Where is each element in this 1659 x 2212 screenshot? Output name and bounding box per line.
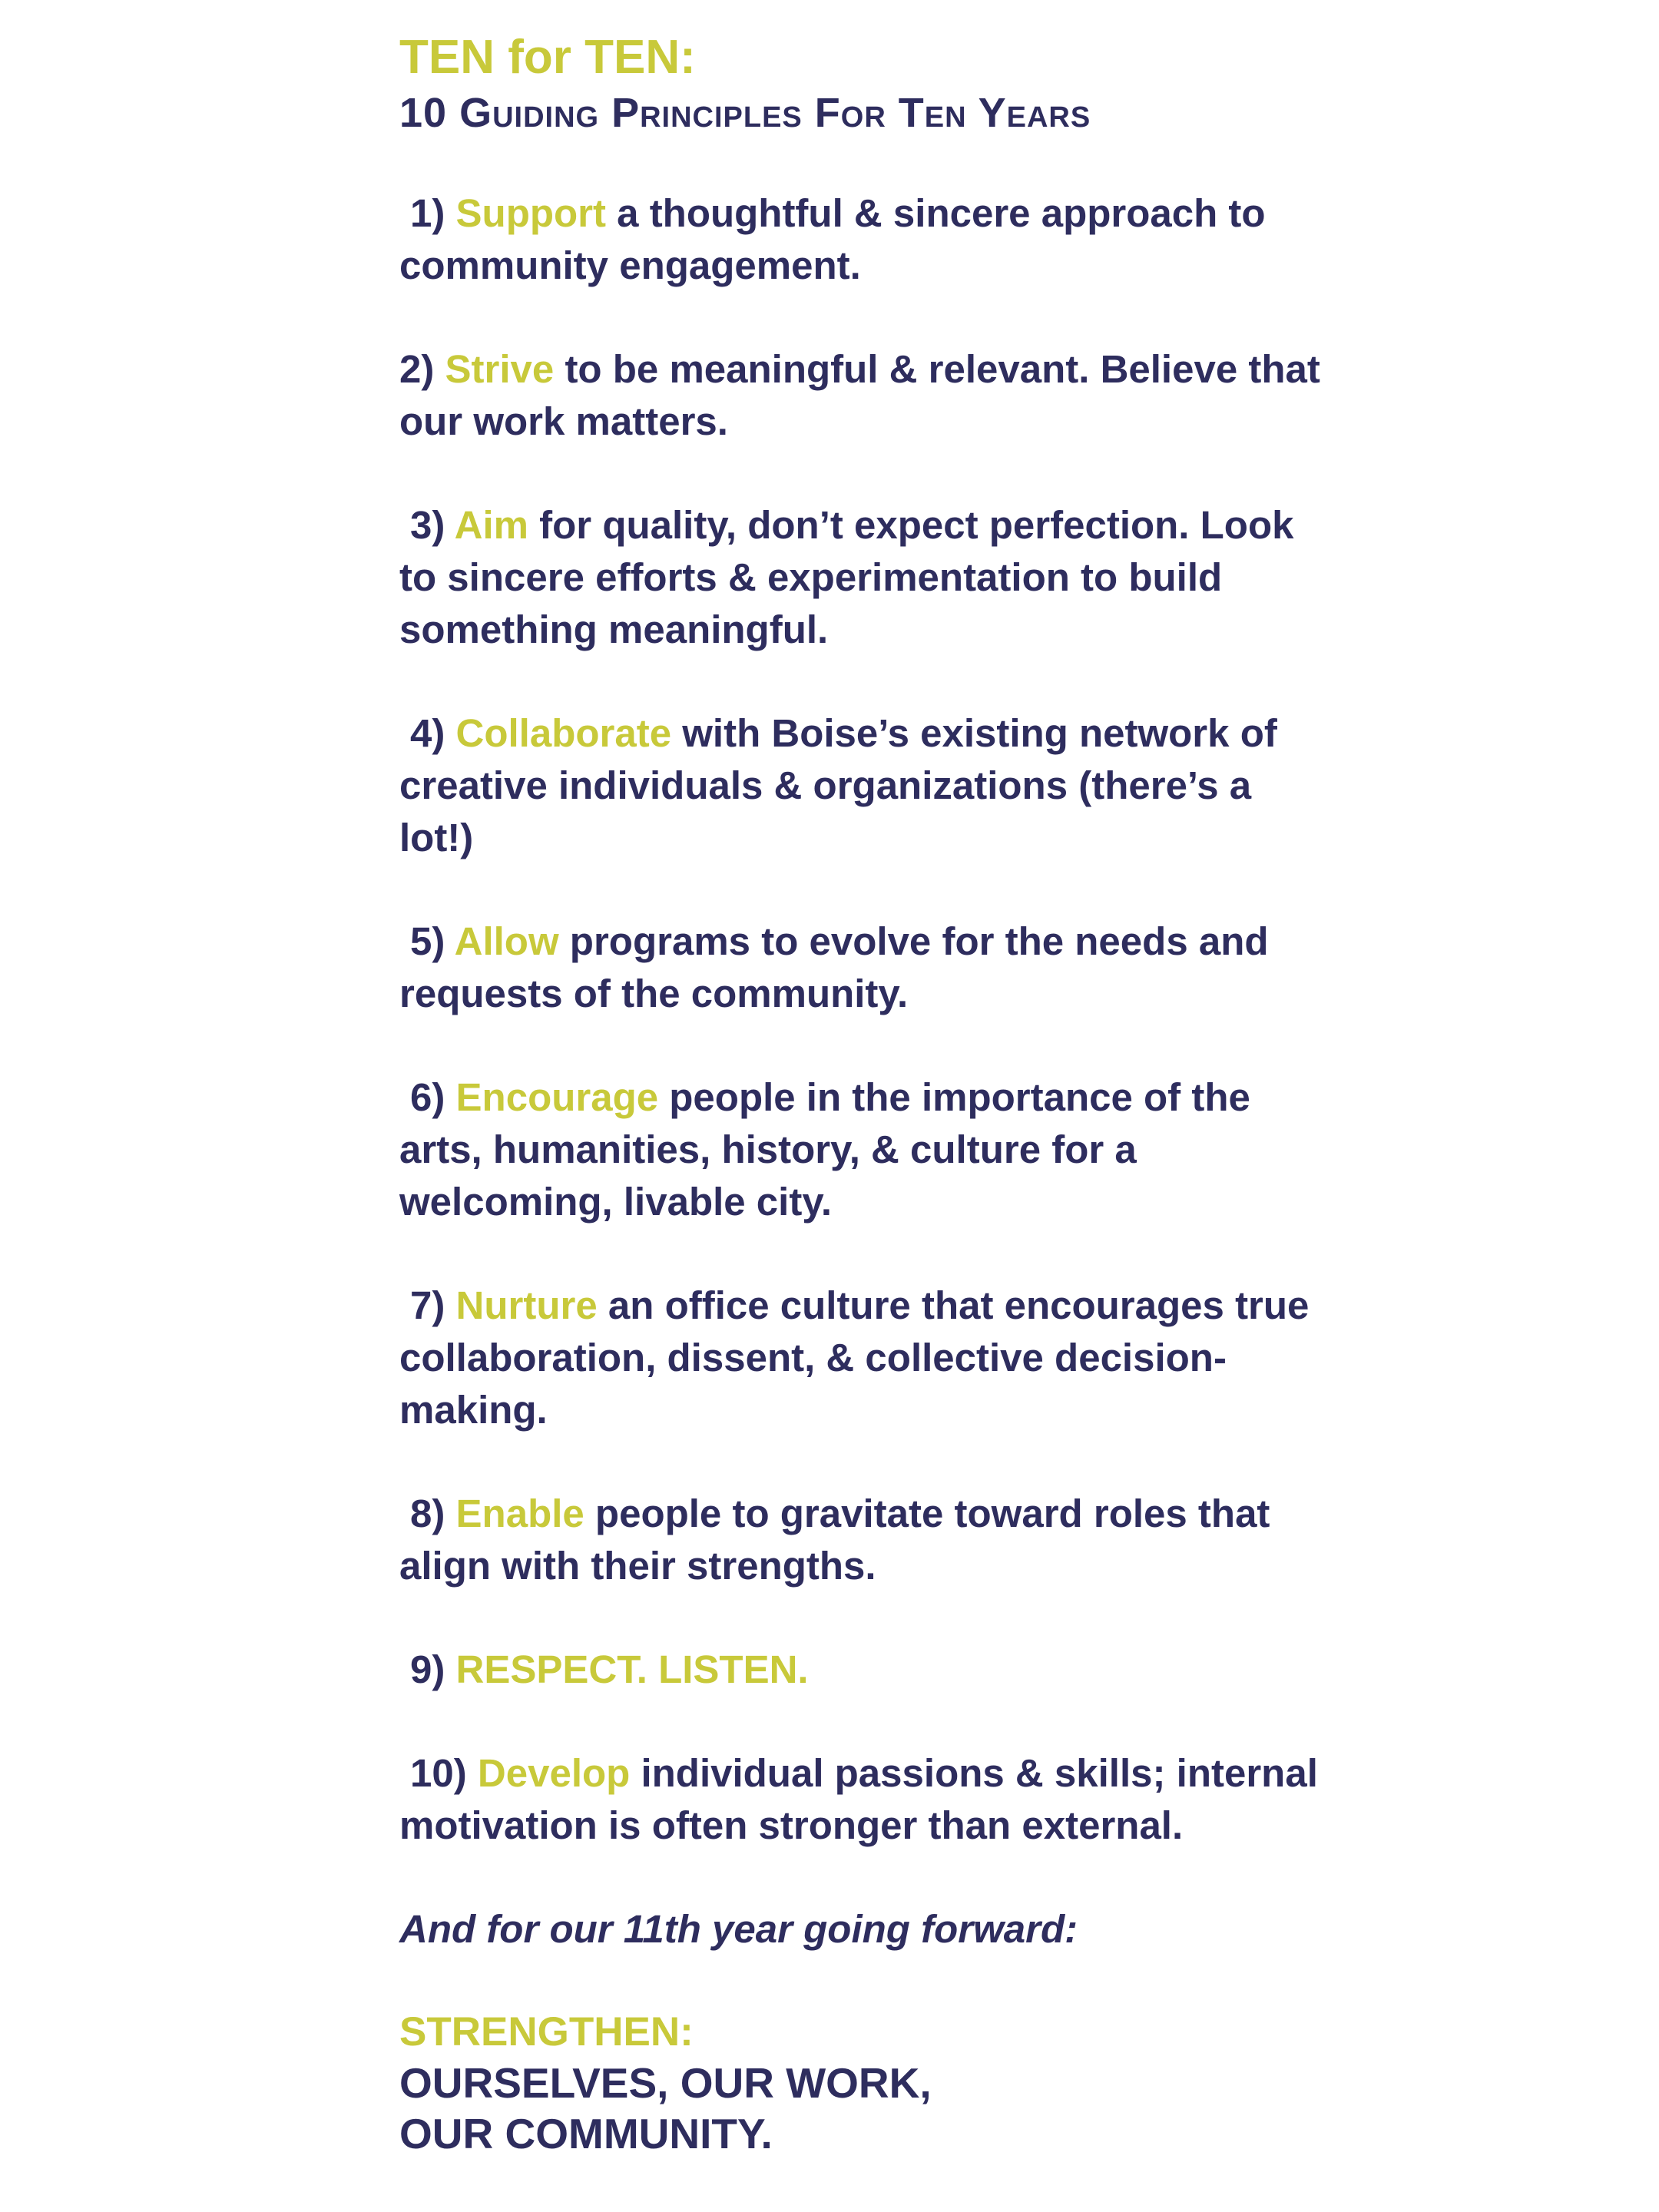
closing-intro: And for our 11th year going forward: <box>399 1907 1078 1951</box>
principle-keyword: Nurture <box>455 1283 598 1327</box>
principle-text: a thoughtful & sincere approach to community engagement. <box>399 191 1266 287</box>
principles-document <box>399 29 1321 2159</box>
principle-keyword: Enable <box>455 1492 584 1535</box>
principle-text: to be meaningful & relevant. Believe that our work matters. <box>399 347 1320 443</box>
principle-item <box>399 187 1321 292</box>
page-title: TEN for TEN: <box>399 31 696 84</box>
principle-number: 3) <box>410 503 445 547</box>
principle-number: 8) <box>410 1492 445 1535</box>
strengthen-heading: STRENGTHEN: <box>399 2009 694 2055</box>
principle-item <box>399 499 1321 656</box>
principle-number: 7) <box>410 1283 445 1327</box>
principle-number: 4) <box>410 711 445 755</box>
principle-number: 1) <box>410 191 445 235</box>
principle-item <box>399 1488 1321 1592</box>
principle-item <box>399 916 1321 1020</box>
page-subtitle: 10 Guiding Principles For Ten Years <box>399 90 1091 136</box>
principle-item <box>399 707 1321 864</box>
principle-number: 10) <box>410 1751 467 1795</box>
principle-text: programs to evolve for the needs and requests of the community. <box>399 919 1269 1015</box>
principle-keyword: RESPECT. LISTEN. <box>455 1647 809 1691</box>
principle-keyword: Support <box>455 191 606 235</box>
principle-keyword: Aim <box>454 503 528 547</box>
principle-text: for quality, don’t expect perfection. Look to sincere efforts & experimentation to build something meaningful. <box>399 503 1294 651</box>
principle-number: 2) <box>399 347 435 391</box>
principle-text: people to gravitate toward roles that align with their strengths. <box>399 1492 1270 1588</box>
principle-text: people in the importance of the arts, humanities, history, & culture for a welcoming, livable city. <box>399 1075 1250 1224</box>
principle-text: with Boise’s existing network of creative individuals & organizations (there’s a lot!) <box>399 711 1277 859</box>
principle-number: 5) <box>410 919 445 963</box>
strengthen-line: OUR COMMUNITY. <box>399 2110 773 2157</box>
principle-item <box>399 343 1321 448</box>
principle-number: 6) <box>410 1075 445 1119</box>
principle-keyword: Strive <box>445 347 555 391</box>
principle-item <box>399 1071 1321 1228</box>
principle-text: individual passions & skills; internal motivation is often stronger than external. <box>399 1751 1318 1847</box>
principle-item <box>399 1747 1321 1852</box>
principle-item <box>399 1280 1321 1436</box>
principle-keyword: Collaborate <box>455 711 672 755</box>
principle-keyword: Encourage <box>455 1075 659 1119</box>
principle-keyword: Develop <box>477 1751 631 1795</box>
principle-item <box>399 1644 1321 1696</box>
principle-keyword: Allow <box>454 919 559 963</box>
principle-number: 9) <box>410 1647 445 1691</box>
principle-text: an office culture that encourages true collaboration, dissent, & collective decision-making. <box>399 1283 1310 1432</box>
strengthen-line: OURSELVES, OUR WORK, <box>399 2059 932 2107</box>
